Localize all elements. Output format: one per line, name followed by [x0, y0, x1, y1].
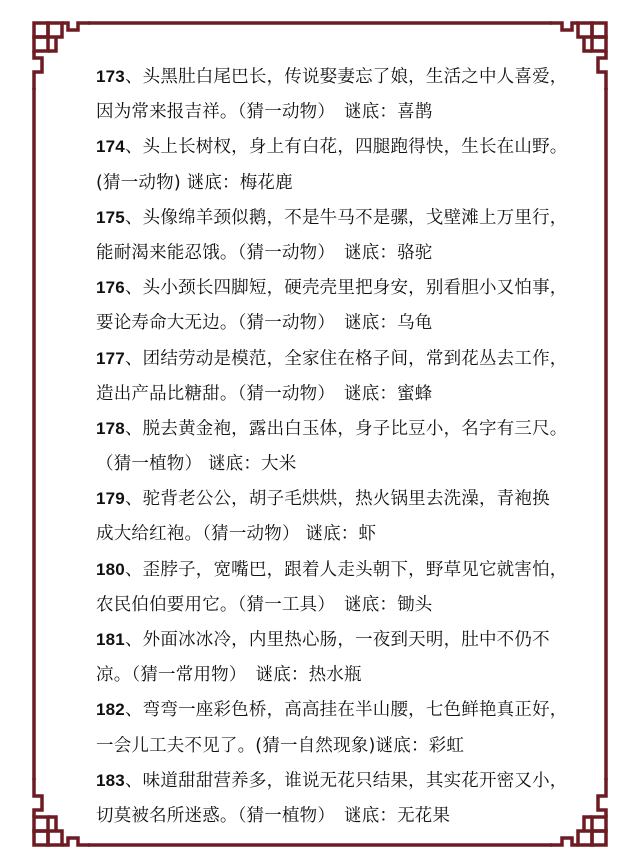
riddle-number: 175 [96, 207, 125, 227]
riddle-question-line [96, 62, 568, 97]
corner-ornament-top-left [34, 23, 90, 90]
riddle-text: 、团结劳动是模范，全家住在格子间，常到花丛去工作， [124, 348, 568, 369]
riddle-question-line [96, 344, 568, 379]
riddle-number: 178 [96, 418, 125, 438]
riddle-text: 、头黑肚白尾巴长，传说娶妻忘了娘，生活之中人喜爱， [124, 67, 568, 87]
riddle-number: 183 [96, 770, 125, 790]
riddle-number: 176 [96, 278, 125, 298]
riddle-text: 、头上长树杈，身上有白花，四腿跑得快，生长在山野。 [124, 137, 568, 158]
riddle-text: 、头小颈长四脚短，硬壳壳里把身安，别看胆小又怕事， [124, 278, 568, 299]
riddle-answer-line: 因为常来报吉祥。（猜一动物） 谜底：喜鹊 [96, 102, 433, 123]
corner-ornament-bottom-left [34, 778, 90, 845]
riddle-answer-line: （猜一植物） 谜底：大米 [96, 454, 297, 475]
riddle-question-line [96, 766, 568, 801]
riddle-text: 、外面冰冰冷，内里热心肠，一夜到天明，肚中不仍不 [124, 630, 550, 650]
riddle-question-line [96, 132, 568, 167]
riddle-answer-line: 能耐渴来能忍饿。（猜一动物） 谜底：骆驼 [96, 242, 433, 263]
riddle-answer-line: 造出产品比糖甜。（猜一动物） 谜底：蜜蜂 [96, 383, 433, 404]
riddle-answer-line: 一会儿工夫不见了。(猜一自然现象)谜底：彩虹 [96, 735, 465, 756]
riddle-answer-line: 凉。（猜一常用物） 谜底：热水瓶 [96, 665, 362, 686]
riddle-text: 、歪脖子，宽嘴巴，跟着人走头朝下，野草见它就害怕， [124, 559, 568, 580]
riddle-number: 181 [96, 630, 125, 649]
riddle-question-line [96, 273, 568, 308]
riddle-text: 、弯弯一座彩色桥，高高挂在半山腰，七色鲜艳真正好， [124, 700, 568, 721]
riddle-number: 174 [96, 137, 125, 157]
riddle-text: 、驼背老公公，胡子毛烘烘，热火锅里去洗澡，青袍换 [124, 489, 550, 510]
riddle-question-line [96, 555, 568, 590]
riddle-answer-line: (猜一动物) 谜底：梅花鹿 [96, 172, 293, 193]
riddle-text: 、头像绵羊颈似鹅，不是牛马不是骡，戈壁滩上万里行， [124, 207, 568, 228]
riddle-list [96, 62, 568, 836]
riddle-answer-line: 要论寿命大无边。（猜一动物） 谜底：乌龟 [96, 313, 433, 334]
riddle-answer-line: 成大给红袍。（猜一动物） 谜底：虾 [96, 524, 377, 545]
riddle-text: 、味道甜甜营养多，谁说无花只结果，其实花开密又小， [124, 770, 568, 791]
riddle-answer-line: 农民伯伯要用它。（猜一工具） 谜底：锄头 [96, 594, 433, 615]
riddle-text: 、脱去黄金袍，露出白玉体，身子比豆小，名字有三尺。 [124, 418, 568, 439]
riddle-question-line [96, 695, 568, 730]
riddle-question-line [96, 625, 556, 660]
riddle-question-line [96, 203, 568, 238]
riddle-number: 180 [96, 559, 125, 579]
riddle-number: 182 [96, 700, 125, 720]
riddle-number: 173 [96, 67, 125, 86]
riddle-answer-line: 切莫被名所迷惑。（猜一植物） 谜底：无花果 [96, 805, 451, 826]
riddle-number: 177 [96, 348, 125, 368]
riddle-number: 179 [96, 489, 125, 509]
riddle-question-line [96, 414, 568, 449]
riddle-question-line [96, 484, 556, 519]
